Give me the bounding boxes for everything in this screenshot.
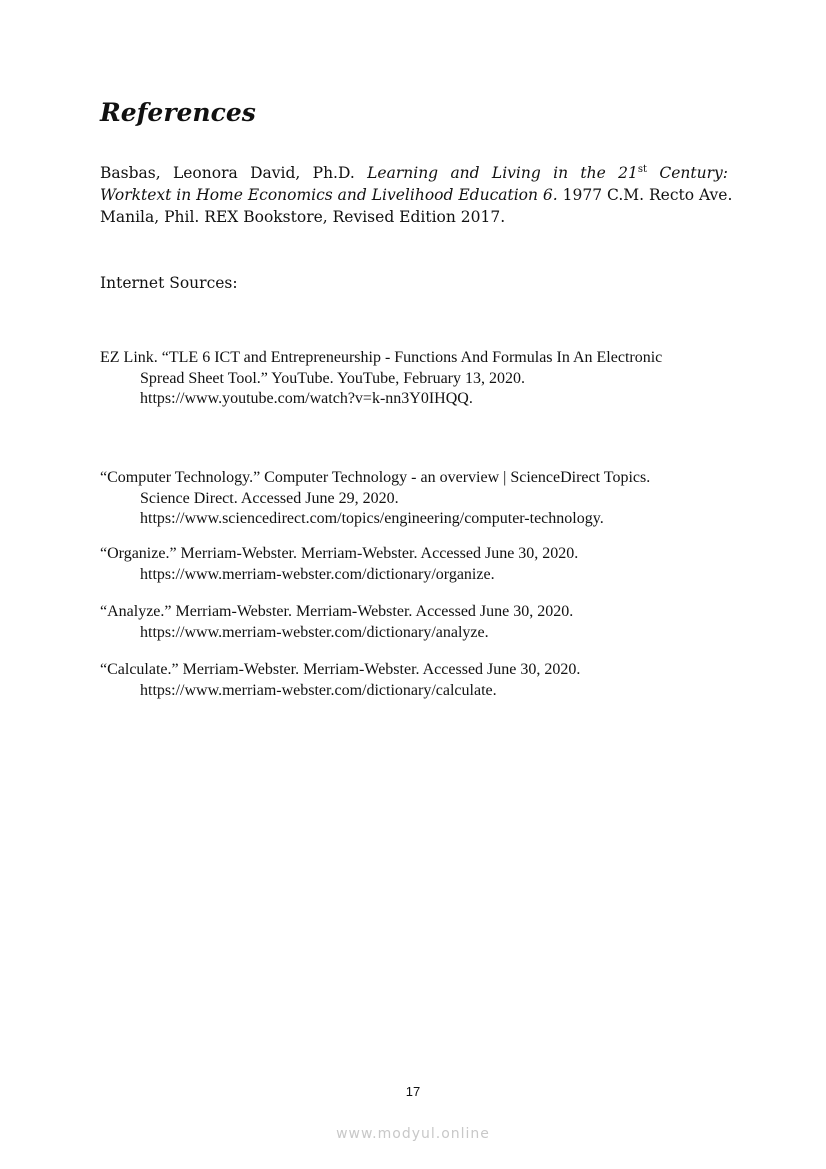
book-title-part: Worktext in Home Economics and Livelihood Education 6.: [100, 186, 558, 204]
reference-url[interactable]: https://www.merriam-webster.com/dictionary/calculate.: [140, 681, 497, 699]
superscript: st: [637, 164, 648, 175]
publisher-address: 1977 C.M. Recto Ave.: [557, 186, 733, 204]
page-number: 17: [405, 1084, 421, 1099]
reference-url[interactable]: https://www.youtube.com/watch?v=k-nn3Y0IHQQ.: [140, 390, 473, 407]
reference-entry: [100, 348, 662, 410]
watermark: www.modyul.online: [336, 1126, 490, 1142]
book-reference-line-3: Manila, Phil. REX Bookstore, Revised Edition 2017.: [100, 208, 506, 226]
reference-url[interactable]: https://www.merriam-webster.com/dictionary/analyze.: [140, 623, 489, 641]
book-title-part: Century:: [647, 164, 728, 182]
reference-line: Spread Sheet Tool.” YouTube. YouTube, February 13, 2020.: [140, 369, 525, 387]
reference-entry: [100, 468, 650, 530]
reference-url[interactable]: https://www.merriam-webster.com/dictionary/organize.: [140, 565, 495, 583]
reference-line: “Calculate.” Merriam-Webster. Merriam-Webster. Accessed June 30, 2020.: [100, 661, 581, 678]
reference-entry: [100, 544, 578, 585]
reference-entry: [100, 602, 573, 643]
book-reference-line-2: [100, 184, 733, 206]
author: Basbas, Leonora David, Ph.D.: [100, 164, 368, 182]
reference-line: “Organize.” Merriam-Webster. Merriam-Webster. Accessed June 30, 2020.: [100, 545, 579, 562]
book-title-part: Learning and Living in the 21: [367, 164, 638, 182]
reference-line: “Analyze.” Merriam-Webster. Merriam-Webster. Accessed June 30, 2020.: [100, 603, 574, 620]
reference-line: EZ Link. “TLE 6 ICT and Entrepreneurship - Functions And Formulas In An Electronic: [100, 349, 663, 366]
reference-url[interactable]: https://www.sciencedirect.com/topics/engineering/computer-technology.: [140, 510, 604, 527]
reference-line: Science Direct. Accessed June 29, 2020.: [140, 489, 399, 507]
page-title: References: [100, 98, 256, 127]
reference-entry: [100, 660, 580, 701]
reference-line: “Computer Technology.” Computer Technology - an overview | ScienceDirect Topics.: [100, 469, 651, 486]
book-reference-line-1: [100, 162, 728, 184]
internet-sources-heading: Internet Sources:: [100, 274, 238, 292]
